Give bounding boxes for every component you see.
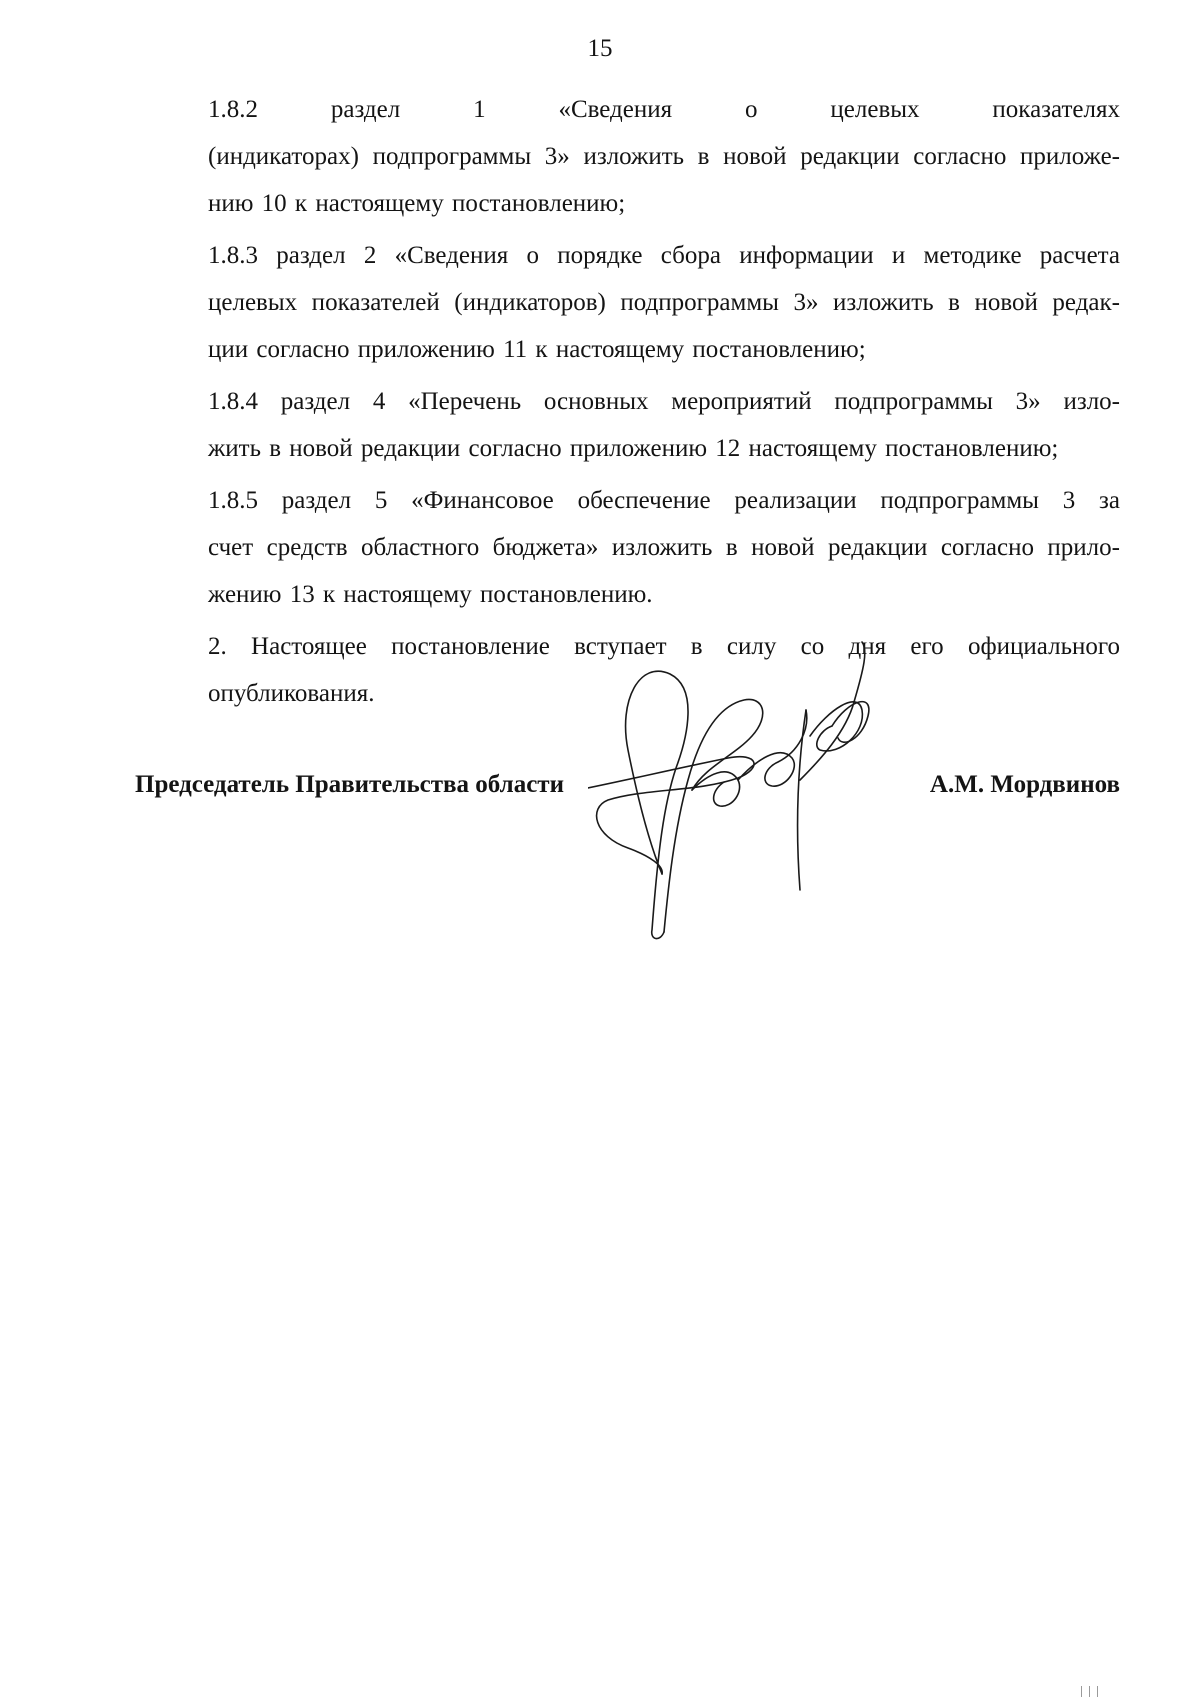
paragraph-line: (индикаторах) подпрограммы 3» изложить в новой редакции согласно приложе- <box>208 143 1120 170</box>
page-number: 15 <box>587 35 613 62</box>
paragraph-line: ции согласно приложению 11 к настоящему постановлению; <box>208 336 866 363</box>
paragraph-2 <box>135 623 1120 717</box>
paragraph-line: 1.8.3 раздел 2 «Сведения о порядке сбора информации и методике расчета <box>208 242 1120 269</box>
signature-block <box>135 767 1120 807</box>
paragraph-line: жить в новой редакции согласно приложению 12 настоящему постановлению; <box>208 435 1059 462</box>
paragraph-line: 1.8.4 раздел 4 «Перечень основных мероприятий подпрограммы 3» изло- <box>208 388 1120 415</box>
paragraph-line: жению 13 к настоящему постановлению. <box>208 581 653 608</box>
document-body <box>135 86 1120 722</box>
paragraph-line: 2. Настоящее постановление вступает в силу со дня его официального <box>208 633 1120 660</box>
paragraph-1-8-4 <box>135 378 1120 472</box>
paragraph-line: счет средств областного бюджета» изложить в новой редакции согласно прило- <box>208 534 1120 561</box>
signer-name: А.М. Мордвинов <box>929 771 1120 798</box>
signer-title: Председатель Правительства области <box>135 771 564 798</box>
paragraph-line: опубликования. <box>208 680 375 707</box>
paragraph-1-8-2 <box>135 86 1120 227</box>
paragraph-1-8-3 <box>135 232 1120 373</box>
scan-mark <box>1089 1686 1090 1697</box>
scan-mark <box>1097 1686 1098 1697</box>
paragraph-line: 1.8.5 раздел 5 «Финансовое обеспечение реализации подпрограммы 3 за <box>208 487 1120 514</box>
paragraph-line: целевых показателей (индикаторов) подпрограммы 3» изложить в новой редак- <box>208 289 1120 316</box>
paragraph-line: нию 10 к настоящему постановлению; <box>208 190 626 217</box>
paragraph-line: 1.8.2 раздел 1 «Сведения о целевых показателях <box>208 96 1120 123</box>
paragraph-1-8-5 <box>135 477 1120 618</box>
scan-mark <box>1081 1686 1082 1697</box>
